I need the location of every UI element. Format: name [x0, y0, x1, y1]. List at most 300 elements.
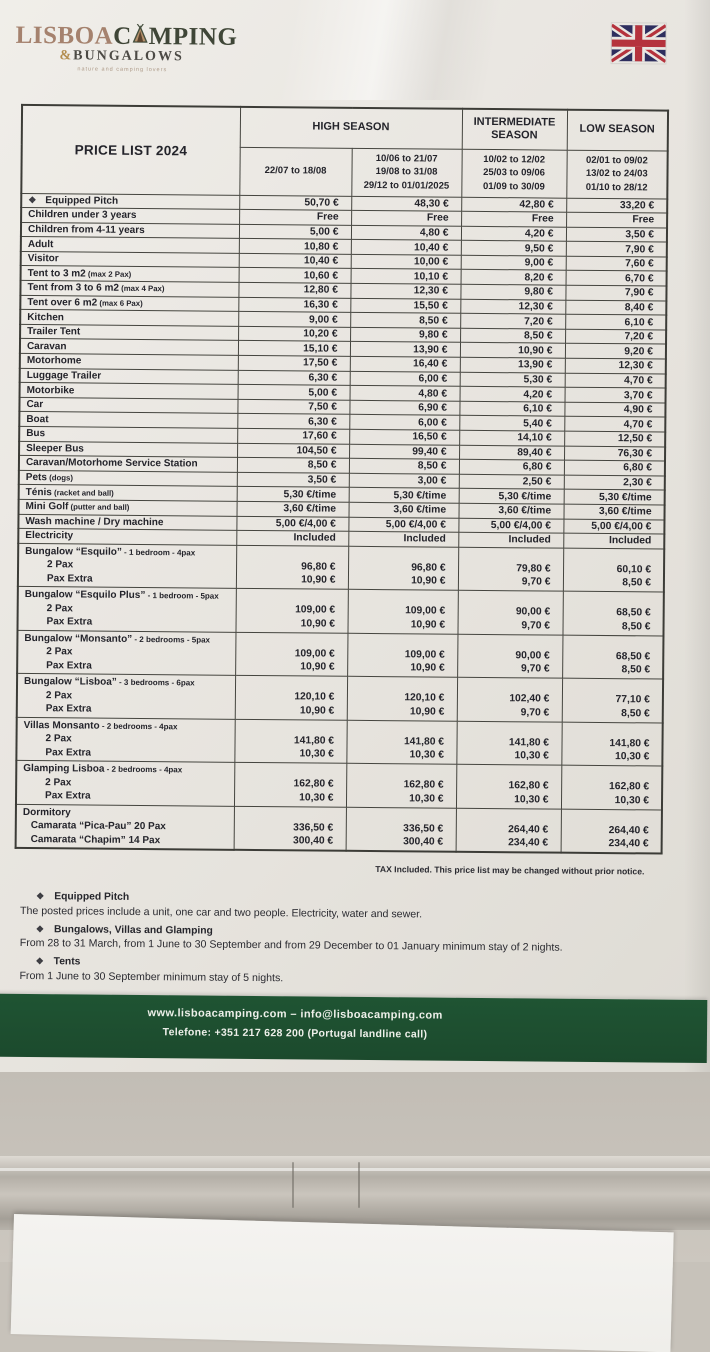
price-cell: 4,20 €: [460, 386, 565, 402]
date-range: 02/01 to 09/02: [585, 154, 648, 167]
row-label-text: Bus: [26, 428, 46, 440]
lodging-price: 109,00 €: [404, 649, 445, 661]
date-range: 22/07 to 18/08: [264, 165, 327, 177]
price-cell: 16,40 €: [350, 356, 460, 372]
lodging-price: 10,90 €: [410, 619, 446, 631]
price-cell: 16,30 €: [238, 297, 350, 313]
price-cell: 12,30 €: [565, 358, 666, 373]
price-cell: [234, 806, 346, 851]
price-cell: 99,40 €: [349, 444, 459, 460]
price-spacer: [458, 766, 549, 780]
lodging-sub-label: Pax Extra: [45, 746, 92, 759]
website-email-line: www.lisboacamping.com – info@lisboacamping.com: [147, 1007, 443, 1022]
price-cell: 42,80 €: [461, 197, 566, 213]
price-cell: 3,60 €/time: [564, 504, 665, 519]
lodging-name-text: Bungalow “Monsanto”: [24, 632, 133, 645]
price-spacer: [349, 635, 445, 649]
lodging-price: 68,50 €: [616, 607, 651, 619]
price-cell: 10,40 €: [351, 240, 461, 256]
price-cell: 7,90 €: [565, 285, 666, 300]
price-cell: 6,80 €: [459, 459, 564, 475]
lodging-price: 162,80 €: [609, 781, 650, 793]
lodging-price: 10,90 €: [301, 574, 336, 586]
row-label: [18, 587, 236, 632]
price-cell: [347, 633, 457, 677]
price-cell: 3,60 €/time: [349, 502, 459, 518]
price-cell: 15,10 €: [238, 341, 350, 357]
price-cell: 17,60 €: [237, 428, 349, 444]
lodging-sub-label: 2 Pax: [45, 689, 73, 702]
lodging-sub-label: 2 Pax: [45, 733, 72, 745]
row-label-text: Kitchen: [27, 311, 64, 323]
row-label-text: Equipped Pitch: [45, 194, 119, 207]
date-range: 10/02 to 12/02: [483, 154, 546, 166]
price-cell: [561, 809, 662, 854]
price-cell: [236, 545, 348, 589]
row-label-text: Luggage Trailer: [26, 369, 102, 382]
row-label-small: (max 4 Pax): [118, 284, 165, 294]
row-label-text: Adult: [27, 238, 54, 250]
note-body-equipped-pitch: The posted prices include a unit, one car and two people. Electricity, water and sewer.: [20, 904, 423, 920]
price-cell: [235, 589, 347, 633]
table-row: [16, 761, 662, 810]
row-label-text: Tent over 6 m2: [27, 296, 98, 309]
price-cell: 10,60 €: [239, 268, 351, 284]
row-label-text: Motorbike: [26, 384, 75, 396]
tax-note: TAX Included. This price list may be changed without prior notice.: [375, 864, 645, 877]
lodging-price: 264,40 €: [508, 823, 549, 836]
lodging-price: 10,90 €: [411, 575, 446, 587]
price-spacer: [458, 679, 549, 693]
phone-line: Telefone: +351 217 628 200 (Portugal landline call): [162, 1026, 428, 1041]
table-row: [18, 543, 664, 592]
lodging-price: 8,50 €: [621, 664, 651, 676]
lodging-price: 8,50 €: [621, 620, 651, 633]
price-cell: 50,70 €: [239, 195, 351, 211]
price-cell: 9,20 €: [565, 344, 666, 359]
price-cell: 5,30 €: [460, 372, 565, 388]
lodging-price: 300,40 €: [293, 835, 334, 847]
lodging-sub-label: 2 Pax: [46, 646, 73, 658]
lodging-detail: - 2 bedrooms - 4pax: [104, 764, 183, 775]
uk-flag-icon: [611, 23, 665, 63]
price-cell: 10,80 €: [239, 239, 351, 255]
diamond-icon: ❖: [35, 956, 44, 967]
price-table-body: [16, 193, 668, 854]
lodging-price: 102,40 €: [509, 693, 550, 705]
price-cell: 6,10 €: [565, 314, 666, 329]
logo-word-camping-rest: MPING: [148, 23, 238, 51]
price-spacer: [564, 636, 651, 650]
lodging-price: 141,80 €: [609, 737, 650, 750]
row-label-text: Trailer Tent: [27, 326, 81, 338]
lodging-price: 336,50 €: [293, 822, 334, 834]
lodging-detail: - 1 bedroom - 4pax: [121, 547, 196, 558]
row-label: [18, 543, 236, 588]
row-label-small: (max 6 Pax): [97, 298, 143, 308]
lodging-price: 10,30 €: [299, 792, 334, 804]
lodging-price: 336,50 €: [403, 823, 444, 835]
price-spacer: [564, 593, 651, 607]
lodging-sub-label: 2 Pax: [45, 776, 72, 789]
lodging-price: 162,80 €: [508, 780, 549, 792]
lodging-price: 68,50 €: [615, 650, 651, 663]
price-cell: 12,80 €: [238, 282, 350, 298]
note-title-text: Tents: [53, 956, 81, 968]
intermediate-dates: [461, 149, 566, 198]
price-cell: 9,00 €: [461, 255, 566, 271]
price-cell: Free: [566, 212, 667, 227]
row-label-text: Caravan/Motorhome Service Station: [25, 457, 198, 470]
price-cell: [235, 632, 347, 676]
lodging-price: 10,90 €: [409, 706, 445, 718]
price-cell: Included: [458, 532, 563, 548]
price-cell: 8,20 €: [461, 270, 566, 286]
price-cell: 8,50 €: [460, 328, 565, 344]
price-cell: 16,50 €: [349, 429, 459, 445]
price-cell: 2,50 €: [459, 474, 564, 490]
table-row: [18, 587, 664, 636]
date-range: 10/06 to 21/07: [375, 153, 438, 165]
row-label-text: Pets: [25, 472, 48, 484]
price-cell: 3,60 €/time: [459, 503, 564, 519]
lodging-price: 9,70 €: [521, 663, 550, 675]
note-title-text: Bungalows, Villas and Glamping: [53, 923, 213, 937]
lodging-price: 120,10 €: [294, 691, 335, 703]
lodging-price: 162,80 €: [403, 779, 444, 791]
row-label: [16, 761, 234, 806]
price-cell: 6,00 €: [350, 371, 460, 387]
price-spacer: [238, 547, 336, 561]
price-cell: 5,30 €/time: [564, 490, 665, 505]
price-cell: 5,00 €: [239, 224, 351, 240]
lodging-price: 141,80 €: [293, 735, 335, 747]
row-label: [17, 674, 235, 719]
price-cell: 13,90 €: [460, 357, 565, 373]
price-cell: 15,50 €: [350, 298, 460, 314]
price-cell: 5,30 €/time: [349, 488, 459, 504]
date-range: 01/10 to 28/12: [585, 181, 648, 194]
lodging-price: 10,30 €: [299, 748, 334, 760]
lodging-price: 10,30 €: [514, 794, 549, 806]
lodging-price: 120,10 €: [404, 692, 445, 704]
row-label-text: Electricity: [25, 530, 74, 542]
lodging-price: 300,40 €: [403, 836, 444, 848]
price-cell: 5,30 €/time: [459, 489, 564, 505]
diamond-icon: ❖: [35, 923, 45, 934]
price-cell: 6,80 €: [564, 460, 665, 475]
lodging-price: 60,10 €: [616, 563, 652, 576]
price-cell: 12,50 €: [564, 431, 665, 446]
logo-line1: [16, 22, 238, 51]
price-cell: [346, 807, 456, 852]
price-cell: [561, 722, 662, 766]
lodging-detail: - 2 bedrooms - 4pax: [99, 721, 178, 732]
price-cell: 12,30 €: [460, 299, 565, 315]
row-label-small: (dogs): [46, 473, 73, 483]
price-cell: 8,40 €: [565, 300, 666, 315]
row-label-small: (racket and ball): [51, 487, 114, 498]
price-cell: 9,50 €: [461, 241, 566, 257]
price-cell: [346, 764, 456, 808]
price-table: [15, 104, 669, 855]
price-spacer: [347, 809, 443, 823]
row-label-small: (max 2 Pax): [85, 269, 132, 279]
price-cell: 4,20 €: [461, 226, 566, 242]
lodging-sub-label: Pax Extra: [46, 659, 92, 672]
price-cell: 4,70 €: [565, 373, 666, 388]
table-row: [16, 804, 662, 854]
price-cell: 10,40 €: [239, 253, 351, 269]
row-label-text: Sleeper Bus: [26, 442, 84, 455]
lodging-detail: - 1 bedroom - 5pax: [145, 591, 219, 601]
lodging-sub-label: Pax Extra: [45, 790, 91, 802]
price-spacer: [458, 723, 549, 737]
price-spacer: [237, 590, 335, 604]
lodging-price: 90,00 €: [515, 606, 551, 618]
logo-word-lisboa: LISBOA: [15, 21, 114, 50]
price-cell: 12,30 €: [350, 283, 460, 299]
price-cell: 5,00 €/4,00 €: [348, 517, 458, 533]
price-cell: 33,20 €: [566, 198, 667, 213]
lodging-sub-label: Pax Extra: [46, 616, 93, 628]
price-spacer: [563, 680, 650, 694]
price-cell: [458, 547, 563, 591]
lodging-name-text: Villas Monsanto: [23, 719, 100, 732]
price-cell: 4,70 €: [564, 417, 665, 432]
lodging-price: 109,00 €: [294, 648, 335, 660]
lodging-price: 8,50 €: [621, 707, 650, 720]
price-cell: 3,60 €/time: [237, 501, 349, 517]
date-range: 25/03 to 09/06: [483, 167, 545, 179]
price-cell: 3,50 €: [237, 472, 349, 488]
price-cell: 3,00 €: [349, 473, 459, 489]
price-cell: 3,70 €: [565, 387, 666, 402]
price-cell: [347, 677, 457, 721]
high2-dates: [351, 148, 461, 197]
lodging-price: 9,70 €: [520, 707, 550, 719]
price-spacer: [565, 549, 652, 563]
price-cell: 7,20 €: [460, 314, 565, 330]
price-cell: 6,00 €: [349, 415, 459, 431]
price-cell: 7,20 €: [565, 329, 666, 344]
price-cell: [563, 548, 664, 592]
price-cell: [457, 634, 562, 678]
price-cell: 5,00 €/4,00 €: [563, 519, 664, 534]
row-label-text: Car: [26, 399, 44, 411]
price-cell: 14,10 €: [459, 430, 564, 446]
price-cell: 48,30 €: [351, 196, 461, 212]
lodging-price: 10,30 €: [514, 750, 549, 762]
contact-footer-text: [0, 1006, 605, 1042]
price-cell: 6,30 €: [238, 370, 350, 386]
price-cell: 7,90 €: [566, 241, 667, 256]
price-cell: [561, 765, 662, 809]
table-row: [16, 717, 662, 766]
price-cell: Free: [351, 210, 461, 226]
row-label: [16, 717, 234, 762]
lodging-price: 109,00 €: [405, 605, 446, 617]
lodging-sub-label: Pax Extra: [46, 572, 93, 585]
date-range: 01/09 to 30/09: [482, 180, 545, 193]
lodging-price: 9,70 €: [521, 576, 551, 588]
lodging-name-text: Bungalow “Esquilo”: [25, 545, 122, 558]
price-cell: [456, 808, 561, 853]
lodging-sub-label: Camarata “Pica-Pau” 20 Pax: [30, 820, 166, 833]
high1-dates: [239, 147, 351, 196]
lodging-price: 8,50 €: [622, 577, 651, 589]
price-cell: [562, 678, 663, 722]
row-label-text: Mini Golf: [25, 501, 69, 513]
rail-joint: [292, 1162, 294, 1208]
lodging-name-text: Bungalow “Esquilo Plus”: [24, 589, 146, 602]
price-cell: 8,50 €: [350, 313, 460, 329]
lodging-detail: - 2 bedrooms - 5pax: [132, 634, 211, 645]
price-cell: 17,50 €: [238, 355, 350, 371]
price-cell: 2,30 €: [564, 475, 665, 490]
price-cell: 13,90 €: [350, 342, 460, 358]
price-spacer: [349, 591, 445, 605]
logo-tagline: nature and camping lovers: [77, 66, 168, 74]
lodging-name-text: Dormitory: [22, 806, 71, 819]
price-spacer: [236, 677, 334, 691]
display-holder-area: [0, 1072, 710, 1262]
price-spacer: [457, 810, 548, 824]
price-cell: 10,90 €: [460, 343, 565, 359]
row-label: [16, 804, 234, 850]
lodging-name-text: Bungalow “Lisboa”: [24, 676, 117, 689]
price-cell: 5,00 €: [238, 385, 350, 401]
contact-footer-bar: [0, 994, 707, 1063]
price-spacer: [348, 722, 444, 736]
price-cell: [457, 591, 562, 635]
table-row: [17, 674, 663, 723]
price-cell: 3,50 €: [566, 227, 667, 242]
logo-line2: [59, 48, 237, 66]
price-spacer: [459, 592, 550, 606]
price-cell: [456, 721, 561, 765]
price-spacer: [563, 723, 650, 737]
table-row: [17, 630, 663, 679]
row-label-text: Tent to 3 m2: [27, 267, 86, 280]
price-cell: 7,50 €: [237, 399, 349, 415]
lodging-sub-label: 2 Pax: [47, 559, 74, 571]
season-header-row: [22, 105, 668, 151]
price-cell: 8,50 €: [237, 458, 349, 474]
lodging-price: 90,00 €: [515, 650, 550, 662]
diamond-icon: ❖: [36, 891, 45, 902]
price-cell: 6,10 €: [459, 401, 564, 417]
price-cell: [347, 590, 457, 634]
price-cell: 5,00 €/4,00 €: [236, 516, 348, 532]
price-list-title: PRICE LIST 2024: [21, 105, 240, 195]
lodging-price: 10,90 €: [299, 705, 335, 717]
price-cell: [346, 720, 456, 764]
price-cell: [457, 678, 562, 722]
row-label-text: Visitor: [27, 253, 59, 265]
logo-word-camping-c: C: [113, 22, 132, 50]
lodging-price: 96,80 €: [411, 562, 446, 574]
price-cell: 7,60 €: [566, 256, 667, 271]
price-cell: 9,80 €: [460, 284, 565, 300]
price-cell: [562, 591, 663, 635]
lodging-price: 10,30 €: [409, 793, 444, 805]
row-label-text: Children under 3 years: [28, 209, 137, 222]
row-label-text: Caravan: [26, 340, 67, 353]
price-cell: [456, 764, 561, 808]
price-spacer: [563, 767, 650, 781]
note-body-bungalows: From 28 to 31 March, from 1 June to 30 September and from 29 December to 01 January minimum stay of 2 nights.: [19, 936, 563, 954]
price-cell: Included: [563, 533, 664, 548]
price-spacer: [348, 765, 444, 779]
lodging-sub-label: Camarata “Chapim” 14 Pax: [30, 833, 161, 846]
price-spacer: [460, 549, 551, 563]
price-spacer: [237, 634, 335, 648]
lodging-price: 162,80 €: [293, 778, 334, 790]
price-cell: 4,80 €: [351, 225, 461, 241]
diamond-icon: ❖: [28, 194, 37, 205]
lodging-price: 109,00 €: [295, 604, 336, 616]
next-sheet-below: [11, 1214, 674, 1352]
price-cell: 10,10 €: [351, 269, 461, 285]
lodging-price: 10,90 €: [300, 618, 336, 630]
price-spacer: [236, 764, 334, 778]
price-cell: 6,30 €: [237, 414, 349, 430]
price-cell: 4,90 €: [564, 402, 665, 417]
lodging-price: 234,40 €: [608, 838, 649, 850]
row-label-text: Boat: [26, 413, 49, 425]
rail-joint: [358, 1162, 360, 1208]
lodging-price: 10,90 €: [410, 662, 445, 674]
price-cell: 4,80 €: [350, 386, 460, 402]
price-cell: [562, 635, 663, 679]
price-cell: 6,90 €: [349, 400, 459, 416]
tent-icon: [133, 23, 148, 49]
price-cell: 104,50 €: [237, 443, 349, 459]
price-cell: 6,70 €: [566, 271, 667, 286]
price-spacer: [350, 548, 446, 562]
row-label-text: Tent from 3 to 6 m2: [27, 282, 120, 295]
lodging-sub-label: Pax Extra: [45, 703, 92, 715]
lodging-price: 234,40 €: [508, 837, 549, 849]
price-cell: [234, 763, 346, 807]
lodging-price: 141,80 €: [403, 736, 445, 748]
price-cell: 76,30 €: [564, 446, 665, 461]
lodging-price: 10,30 €: [614, 794, 650, 807]
price-cell: Included: [348, 531, 458, 547]
price-cell: [348, 546, 458, 590]
price-cell: 9,80 €: [350, 327, 460, 343]
price-cell: Free: [239, 209, 351, 225]
lodging-price: 264,40 €: [608, 824, 649, 837]
date-range: 29/12 to 01/01/2025: [363, 179, 450, 192]
logo-word-bungalows: BUNGALOWS: [73, 48, 184, 65]
lodging-price: 10,30 €: [409, 749, 444, 761]
price-spacer: [236, 721, 334, 735]
row-label-small: (putter and ball): [68, 502, 130, 513]
lodging-price: 77,10 €: [615, 694, 650, 706]
lodging-price: 79,80 €: [516, 563, 551, 575]
low-season-header: LOW SEASON: [567, 110, 668, 151]
lodging-price: 10,90 €: [300, 661, 335, 673]
price-cell: Included: [236, 530, 348, 546]
price-spacer: [348, 678, 444, 692]
intermediate-season-header: INTERMEDIATE SEASON: [462, 109, 567, 150]
lodging-price: 9,70 €: [521, 620, 551, 632]
row-label-text: Ténis: [25, 486, 52, 498]
price-cell: 9,00 €: [238, 312, 350, 328]
price-cell: 5,30 €/time: [237, 487, 349, 503]
